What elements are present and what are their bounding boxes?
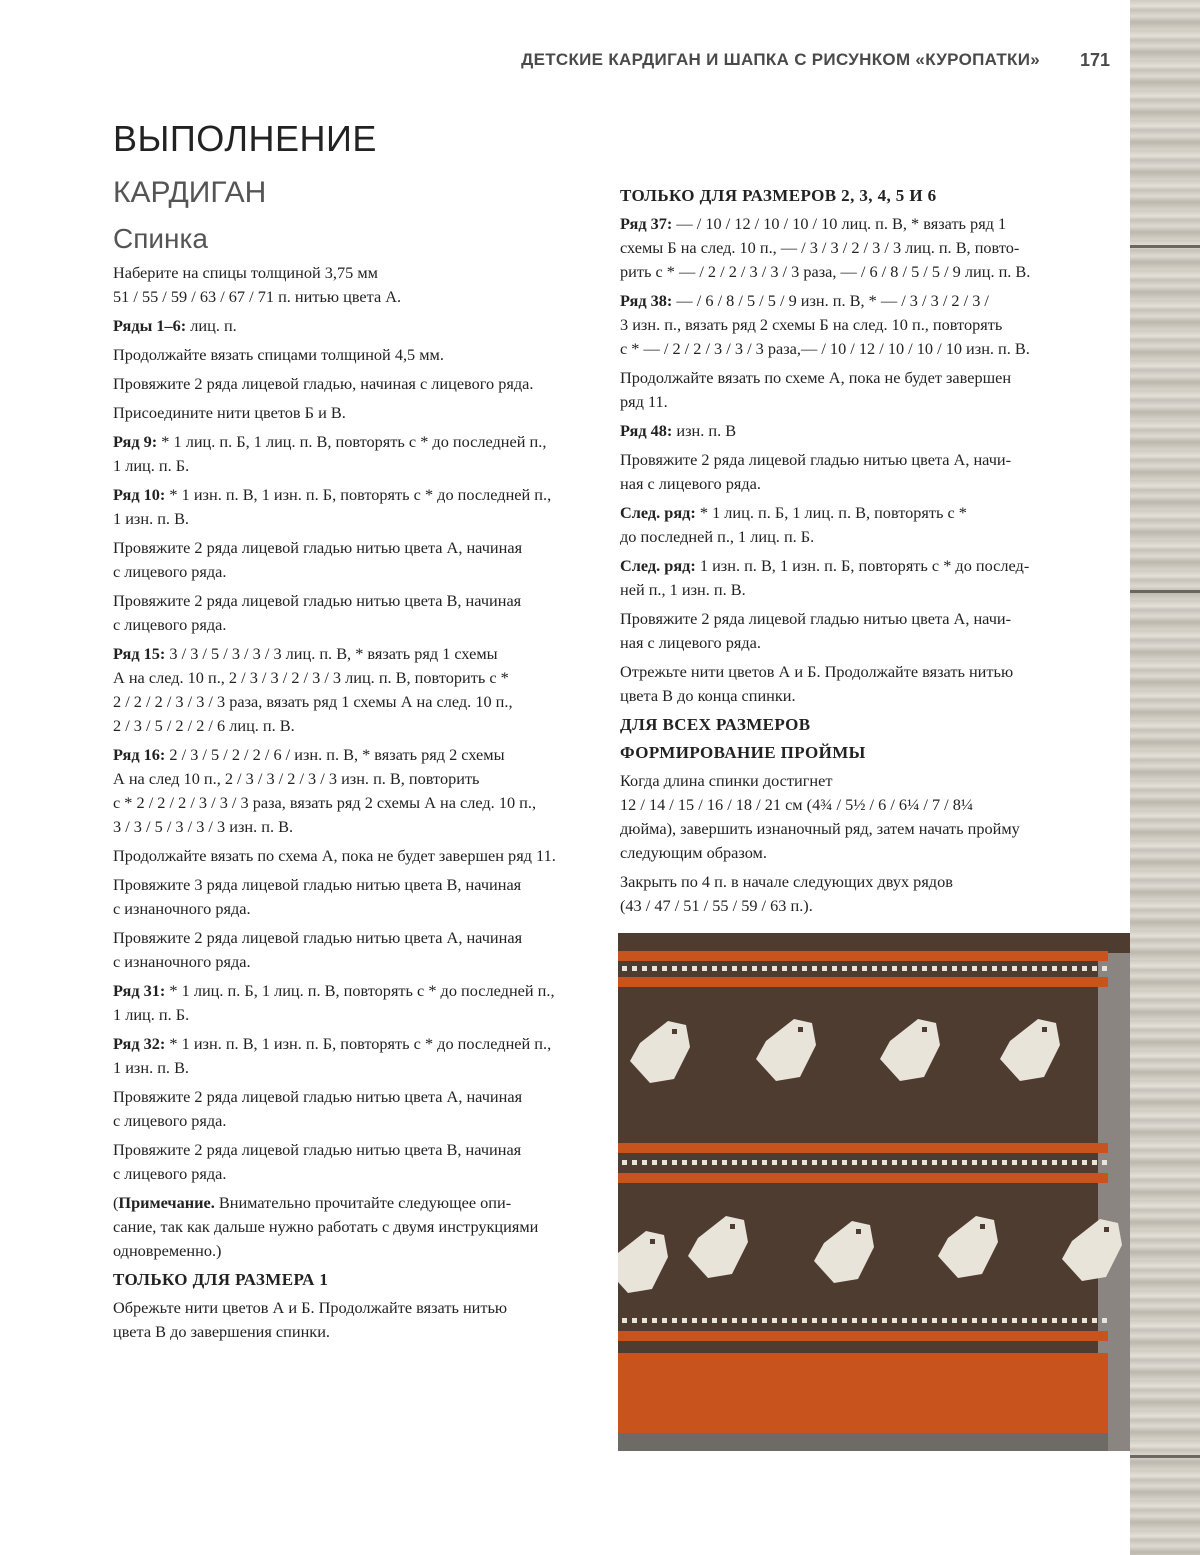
stitch-dot (1072, 966, 1077, 971)
running-head-title: ДЕТСКИЕ КАРДИГАН И ШАПКА С РИСУНКОМ «КУРОПАТКИ» (521, 50, 1040, 69)
paragraph-line: — / 10 / 12 / 10 / 10 / 10 лиц. п. В, * вязать ряд 1 (672, 214, 1007, 233)
paragraph-line: 1 изн. п. В. (113, 509, 189, 528)
paragraph-line: с лицевого ряда. (113, 1164, 227, 1183)
paragraph (620, 419, 1080, 443)
paragraph (113, 1138, 603, 1186)
stitch-dot (942, 966, 947, 971)
paragraph-line: 1 изн. п. В, 1 изн. п. Б, повторять с * до послед- (695, 556, 1030, 575)
stitch-dot (1032, 1160, 1037, 1165)
stitch-dot (642, 966, 647, 971)
stitch-dot (652, 1318, 657, 1323)
stitch-dot (1102, 1318, 1107, 1323)
stitch-dot (682, 966, 687, 971)
stitch-dot (1072, 1318, 1077, 1323)
stitch-dot (942, 1318, 947, 1323)
paragraph (113, 536, 603, 584)
stitch-dot (682, 1160, 687, 1165)
paragraph (113, 483, 603, 531)
stitch-dot (782, 1160, 787, 1165)
wood-plank-seam (1130, 590, 1200, 593)
stitch-dot (782, 1318, 787, 1323)
stitch-dot (832, 966, 837, 971)
stitch-dot (792, 1318, 797, 1323)
row-label: Ряд 10: (113, 485, 166, 504)
stitch-dot (832, 1160, 837, 1165)
paragraph (620, 289, 1080, 361)
paragraph-line: одновременно.) (113, 1241, 222, 1260)
stitch-dot (1102, 966, 1107, 971)
row-label: Ряд 9: (113, 432, 158, 451)
stitch-dot (1002, 1318, 1007, 1323)
orange-stripe (618, 977, 1108, 987)
paragraph-line: лиц. п. (186, 316, 237, 335)
paragraph-line: 3 / 3 / 5 / 3 / 3 / 3 изн. п. В. (113, 817, 294, 836)
paragraph-line: * 1 изн. п. В, 1 изн. п. Б, повторять с * до последней п., (165, 485, 552, 504)
stitch-dot (702, 1160, 707, 1165)
stitch-dot (812, 1318, 817, 1323)
stitch-dot (952, 966, 957, 971)
stitch-dot (712, 1318, 717, 1323)
stitch-dot (712, 1160, 717, 1165)
stitch-dot (962, 966, 967, 971)
paragraph (113, 873, 603, 921)
stitch-dot (1062, 1160, 1067, 1165)
paragraph (113, 401, 603, 425)
wood-plank-seam (1130, 1455, 1200, 1458)
stitch-dot (912, 1318, 917, 1323)
stitch-dot (762, 1160, 767, 1165)
stitch-dot (692, 1160, 697, 1165)
paragraph (113, 1085, 603, 1133)
stitch-dot (652, 1160, 657, 1165)
paragraph-line: цвета В до завершения спинки. (113, 1322, 330, 1341)
stitch-dot (862, 966, 867, 971)
knitted-cardigan-image (618, 933, 1130, 1451)
stitch-dot (1032, 1318, 1037, 1323)
paragraph-line: Провяжите 2 ряда лицевой гладью нитью цвета А, начиная (113, 538, 523, 557)
paragraph-line: А на след. 10 п., 2 / 3 / 3 / 2 / 3 / 3 лиц. п. В, повторить с * (113, 668, 509, 687)
paragraph (620, 554, 1080, 602)
stitch-dot (902, 1160, 907, 1165)
stitch-dot (972, 1160, 977, 1165)
stitch-dot (862, 1318, 867, 1323)
stitch-dot (842, 966, 847, 971)
stitch-dot (812, 966, 817, 971)
ptarmigan-eye (1042, 1027, 1047, 1032)
stitch-dot (992, 1318, 997, 1323)
stitch-dot (922, 1160, 927, 1165)
paragraph-line: с * — / 2 / 2 / 3 / 3 / 3 раза,— / 10 / 12 / 10 / 10 / 10 изн. п. В. (620, 339, 1030, 358)
stitch-dot (742, 1160, 747, 1165)
paragraph (113, 430, 603, 478)
paragraph-line: Когда длина спинки достигнет (620, 771, 833, 790)
stitch-dot (1012, 1160, 1017, 1165)
stitch-dot (942, 1160, 947, 1165)
stitch-dot (872, 1318, 877, 1323)
left-column (113, 261, 603, 1349)
paragraph-line: сание, так как дальше нужно работать с двумя инструкциями (113, 1217, 539, 1236)
stitch-dot (802, 1160, 807, 1165)
row-label: Ряд 48: (620, 421, 673, 440)
stitch-dot (782, 966, 787, 971)
row-label: Ряд 32: (113, 1034, 166, 1053)
paragraph-line: с изнаночного ряда. (113, 899, 251, 918)
stitch-dot (1012, 1318, 1017, 1323)
stitch-dot (802, 966, 807, 971)
paragraph-line: 2 / 3 / 5 / 2 / 2 / 6 / изн. п. В, * вязать ряд 2 схемы (165, 745, 505, 764)
stitch-dot (902, 966, 907, 971)
paragraph-line: схемы Б на след. 10 п., — / 3 / 3 / 2 / 3 / 3 лиц. п. В, повто- (620, 238, 1020, 257)
paragraph-line: 3 изн. п., вязать ряд 2 схемы Б на след. 10 п., повторять (620, 315, 1003, 334)
stitch-dot (722, 1318, 727, 1323)
section-subheading (620, 713, 1080, 737)
stitch-dot (1062, 966, 1067, 971)
stitch-dot (892, 1318, 897, 1323)
orange-stripe (618, 1173, 1108, 1183)
paragraph-line: цвета В до конца спинки. (620, 686, 796, 705)
paragraph-line: Отрежьте нити цветов А и Б. Продолжайте вязать нитью (620, 662, 1014, 681)
stitch-dot (652, 966, 657, 971)
running-head (0, 50, 1130, 74)
page-number: 171 (1060, 45, 1130, 75)
stitch-dot (992, 1160, 997, 1165)
stitch-dot (752, 966, 757, 971)
knitting-photo (618, 933, 1130, 1451)
section-subheading-text: ТОЛЬКО ДЛЯ РАЗМЕРА 1 (113, 1270, 329, 1289)
stitch-dot (992, 966, 997, 971)
stitch-dot (1082, 1318, 1087, 1323)
stitch-dot (672, 966, 677, 971)
stitch-dot (1082, 966, 1087, 971)
stitch-dot (872, 1160, 877, 1165)
paragraph-line: Продолжайте вязать спицами толщиной 4,5 мм. (113, 345, 444, 364)
paragraph (620, 870, 1080, 918)
stitch-dot (1002, 966, 1007, 971)
section-subheading (113, 1268, 603, 1292)
paragraph-line: * 1 лиц. п. Б, 1 лиц. п. В, повторять с * до последней п., (165, 981, 555, 1000)
stitch-dot (952, 1318, 957, 1323)
stitch-dot (672, 1318, 677, 1323)
stitch-dot (912, 1160, 917, 1165)
paragraph-line: ряд 11. (620, 392, 668, 411)
stitch-dot (722, 1160, 727, 1165)
row-label: Ряд 37: (620, 214, 673, 233)
stitch-dot (1022, 966, 1027, 971)
wood-background (1130, 0, 1200, 1555)
row-label: Ряд 16: (113, 745, 166, 764)
row-label: Ряд 15: (113, 644, 166, 663)
paragraph-line: Обрежьте нити цветов А и Б. Продолжайте вязать нитью (113, 1298, 508, 1317)
stitch-dot (692, 966, 697, 971)
stitch-dot (872, 966, 877, 971)
paragraph (113, 343, 603, 367)
stitch-dot (662, 966, 667, 971)
orange-ribbing (618, 1353, 1108, 1433)
stitch-dot (692, 1318, 697, 1323)
stitch-dot (932, 966, 937, 971)
section-subheading-text: ТОЛЬКО ДЛЯ РАЗМЕРОВ 2, 3, 4, 5 И 6 (620, 186, 937, 205)
paragraph-line: Наберите на спицы толщиной 3,75 мм (113, 263, 378, 282)
paragraph-line: * 1 лиц. п. Б, 1 лиц. п. В, повторять с * (695, 503, 967, 522)
paragraph-line: с * 2 / 2 / 2 / 3 / 3 / 3 раза, вязать ряд 2 схемы А на след. 10 п., (113, 793, 537, 812)
stitch-dot (1042, 966, 1047, 971)
stitch-dot (1092, 966, 1097, 971)
stitch-dot (1052, 1160, 1057, 1165)
stitch-dot (1072, 1160, 1077, 1165)
stitch-dot (1002, 1160, 1007, 1165)
wood-plank-seam (1130, 245, 1200, 248)
stitch-dot (822, 1160, 827, 1165)
stitch-dot (682, 1318, 687, 1323)
stitch-dot (972, 1318, 977, 1323)
paragraph (113, 1191, 603, 1263)
stitch-dot (912, 966, 917, 971)
paragraph-line: 2 / 2 / 2 / 3 / 3 / 3 раза, вязать ряд 1 схемы А на след. 10 п., (113, 692, 513, 711)
paragraph-line: 3 / 3 / 5 / 3 / 3 / 3 лиц. п. В, * вязать ряд 1 схемы (165, 644, 498, 663)
paragraph-line: * 1 изн. п. В, 1 изн. п. Б, повторять с * до последней п., (165, 1034, 552, 1053)
stitch-dot (962, 1318, 967, 1323)
paragraph-line: 1 изн. п. В. (113, 1058, 189, 1077)
paragraph (113, 1296, 603, 1344)
stitch-dot (1102, 1160, 1107, 1165)
ptarmigan-eye (650, 1239, 655, 1244)
paragraph-line: Провяжите 2 ряда лицевой гладью нитью цвета А, начи- (620, 609, 1012, 628)
stitch-dot (892, 966, 897, 971)
section-subheading (620, 184, 1080, 208)
stitch-dot (1052, 1318, 1057, 1323)
paragraph (113, 844, 603, 868)
stitch-dot (632, 1318, 637, 1323)
paragraph-line: — / 6 / 8 / 5 / 5 / 9 изн. п. В, * — / 3 / 3 / 2 / 3 / (672, 291, 989, 310)
floor-background (618, 1433, 1108, 1451)
paragraph-line: до последней п., 1 лиц. п. Б. (620, 527, 815, 546)
ptarmigan-eye (980, 1224, 985, 1229)
stitch-dot (982, 1318, 987, 1323)
paragraph-prefix: ( (113, 1193, 119, 1212)
stitch-dot (732, 1318, 737, 1323)
stitch-dot (1012, 966, 1017, 971)
stitch-dot (842, 1160, 847, 1165)
stitch-dot (712, 966, 717, 971)
stitch-dot (1022, 1160, 1027, 1165)
paragraph (113, 743, 603, 839)
paragraph-line: Провяжите 2 ряда лицевой гладью нитью цвета А, начиная (113, 928, 523, 947)
paragraph (113, 926, 603, 974)
stitch-dot (642, 1160, 647, 1165)
stitch-dot (1082, 1160, 1087, 1165)
ptarmigan-eye (730, 1224, 735, 1229)
stitch-dot (1022, 1318, 1027, 1323)
stitch-dot (842, 1318, 847, 1323)
stitch-dot (922, 966, 927, 971)
stitch-dot (702, 966, 707, 971)
row-label: Ряд 38: (620, 291, 673, 310)
part-heading: Спинка (113, 223, 208, 254)
paragraph-line: с лицевого ряда. (113, 615, 227, 634)
stitch-dot (802, 1318, 807, 1323)
stitch-dot (962, 1160, 967, 1165)
stitch-dot (892, 1160, 897, 1165)
paragraph-line: Продолжайте вязать по схема А, пока не будет завершен ряд 11. (113, 846, 556, 865)
stitch-dot (622, 1318, 627, 1323)
orange-stripe (618, 951, 1108, 961)
section-heading: ВЫПОЛНЕНИЕ (113, 118, 377, 159)
stitch-dot (662, 1160, 667, 1165)
stitch-dot (882, 1160, 887, 1165)
stitch-dot (762, 966, 767, 971)
stitch-dot (822, 966, 827, 971)
stitch-dot (732, 1160, 737, 1165)
stitch-dot (932, 1160, 937, 1165)
right-column (620, 180, 1080, 923)
stitch-dot (732, 966, 737, 971)
stitch-dot (1062, 1318, 1067, 1323)
stitch-dot (632, 1160, 637, 1165)
paragraph-line: А на след 10 п., 2 / 3 / 3 / 2 / 3 / 3 изн. п. В, повторить (113, 769, 480, 788)
stitch-dot (922, 1318, 927, 1323)
paragraph (620, 212, 1080, 284)
cardigan-edge (1038, 933, 1130, 953)
stitch-dot (932, 1318, 937, 1323)
stitch-dot (792, 1160, 797, 1165)
paragraph-line: Провяжите 2 ряда лицевой гладью, начиная с лицевого ряда. (113, 374, 534, 393)
stitch-dot (882, 966, 887, 971)
stitch-dot (1032, 966, 1037, 971)
stitch-dot (982, 966, 987, 971)
stitch-dot (812, 1160, 817, 1165)
paragraph (113, 589, 603, 637)
paragraph-line: ная с лицевого ряда. (620, 474, 761, 493)
paragraph-line: следующим образом. (620, 843, 767, 862)
stitch-dot (622, 1160, 627, 1165)
paragraph-line: Продолжайте вязать по схеме А, пока не будет завершен (620, 368, 1012, 387)
stitch-dot (772, 966, 777, 971)
row-label: След. ряд: (620, 556, 696, 575)
paragraph (620, 660, 1080, 708)
ptarmigan-eye (856, 1229, 861, 1234)
ptarmigan-eye (798, 1027, 803, 1032)
stitch-dot (852, 966, 857, 971)
orange-stripe (618, 1331, 1108, 1341)
stitch-dot (622, 966, 627, 971)
paragraph-line: Присоедините нити цветов Б и В. (113, 403, 346, 422)
stitch-dot (822, 1318, 827, 1323)
ptarmigan-eye (672, 1029, 677, 1034)
stitch-dot (702, 1318, 707, 1323)
paragraph-line: Провяжите 3 ряда лицевой гладью нитью цвета В, начиная (113, 875, 522, 894)
row-label: Ряды 1–6: (113, 316, 187, 335)
paragraph (113, 261, 603, 309)
stitch-dot (952, 1160, 957, 1165)
stitch-dot (852, 1318, 857, 1323)
stitch-dot (632, 966, 637, 971)
ptarmigan-eye (922, 1027, 927, 1032)
subsection-heading: КАРДИГАН (113, 176, 267, 209)
stitch-dot (662, 1318, 667, 1323)
row-label: След. ряд: (620, 503, 696, 522)
paragraph-line: изн. п. В (672, 421, 737, 440)
stitch-dot (752, 1318, 757, 1323)
paragraph-line: Провяжите 2 ряда лицевой гладью нитью цвета А, начиная (113, 1087, 523, 1106)
stitch-dot (672, 1160, 677, 1165)
stitch-dot (982, 1160, 987, 1165)
paragraph (620, 501, 1080, 549)
stitch-dot (792, 966, 797, 971)
stitch-dot (752, 1160, 757, 1165)
paragraph (113, 979, 603, 1027)
stitch-dot (642, 1318, 647, 1323)
paragraph-line: дюйма), завершить изнаночный ряд, затем начать пройму (620, 819, 1020, 838)
stitch-dot (1092, 1160, 1097, 1165)
stitch-dot (742, 966, 747, 971)
stitch-dot (972, 966, 977, 971)
row-label: Примечание. (118, 1193, 215, 1212)
paragraph-line: Провяжите 2 ряда лицевой гладью нитью цвета В, начиная (113, 591, 522, 610)
section-subheading-text: ФОРМИРОВАНИЕ ПРОЙМЫ (620, 743, 866, 762)
paragraph (620, 366, 1080, 414)
row-label: Ряд 31: (113, 981, 166, 1000)
paragraph-line: Провяжите 2 ряда лицевой гладью нитью цвета А, начи- (620, 450, 1012, 469)
paragraph-line: с лицевого ряда. (113, 562, 227, 581)
paragraph-line: ная с лицевого ряда. (620, 633, 761, 652)
paragraph (620, 448, 1080, 496)
stitch-dot (772, 1160, 777, 1165)
paragraph-line: Внимательно прочитайте следующее опи- (214, 1193, 512, 1212)
paragraph-line: Закрыть по 4 п. в начале следующих двух рядов (620, 872, 953, 891)
paragraph (113, 314, 603, 338)
paragraph-line: 1 лиц. п. Б. (113, 1005, 190, 1024)
stitch-dot (832, 1318, 837, 1323)
paragraph-line: * 1 лиц. п. Б, 1 лиц. п. В, повторять с * до последней п., (157, 432, 547, 451)
stitch-dot (852, 1160, 857, 1165)
stitch-dot (1042, 1160, 1047, 1165)
stitch-dot (862, 1160, 867, 1165)
stitch-dot (1052, 966, 1057, 971)
ptarmigan-eye (1104, 1227, 1109, 1232)
paragraph (620, 607, 1080, 655)
paragraph (113, 642, 603, 738)
section-subheading (620, 741, 1080, 765)
orange-stripe (618, 1143, 1108, 1153)
paragraph (113, 372, 603, 396)
paragraph-line: рить с * — / 2 / 2 / 3 / 3 / 3 раза, — / 6 / 8 / 5 / 5 / 9 лиц. п. В. (620, 262, 1031, 281)
section-subheading-text: ДЛЯ ВСЕХ РАЗМЕРОВ (620, 715, 811, 734)
paragraph-line: ней п., 1 изн. п. В. (620, 580, 746, 599)
paragraph-line: 51 / 55 / 59 / 63 / 67 / 71 п. нитью цвета А. (113, 287, 402, 306)
paragraph-line: с изнаночного ряда. (113, 952, 251, 971)
stitch-dot (742, 1318, 747, 1323)
stitch-dot (1092, 1318, 1097, 1323)
paragraph-line: 2 / 3 / 5 / 2 / 2 / 6 лиц. п. В. (113, 716, 295, 735)
paragraph-line: с лицевого ряда. (113, 1111, 227, 1130)
paragraph (620, 769, 1080, 865)
stitch-dot (882, 1318, 887, 1323)
paragraph-line: 12 / 14 / 15 / 16 / 18 / 21 см (4¾ / 5½ / 6 / 6¼ / 7 / 8¼ (620, 795, 974, 814)
paragraph-line: Провяжите 2 ряда лицевой гладью нитью цвета В, начиная (113, 1140, 522, 1159)
stitch-dot (772, 1318, 777, 1323)
paragraph-line: 1 лиц. п. Б. (113, 456, 190, 475)
stitch-dot (722, 966, 727, 971)
stitch-dot (762, 1318, 767, 1323)
paragraph (113, 1032, 603, 1080)
stitch-dot (902, 1318, 907, 1323)
stitch-dot (1042, 1318, 1047, 1323)
paragraph-line: (43 / 47 / 51 / 55 / 59 / 63 п.). (620, 896, 813, 915)
